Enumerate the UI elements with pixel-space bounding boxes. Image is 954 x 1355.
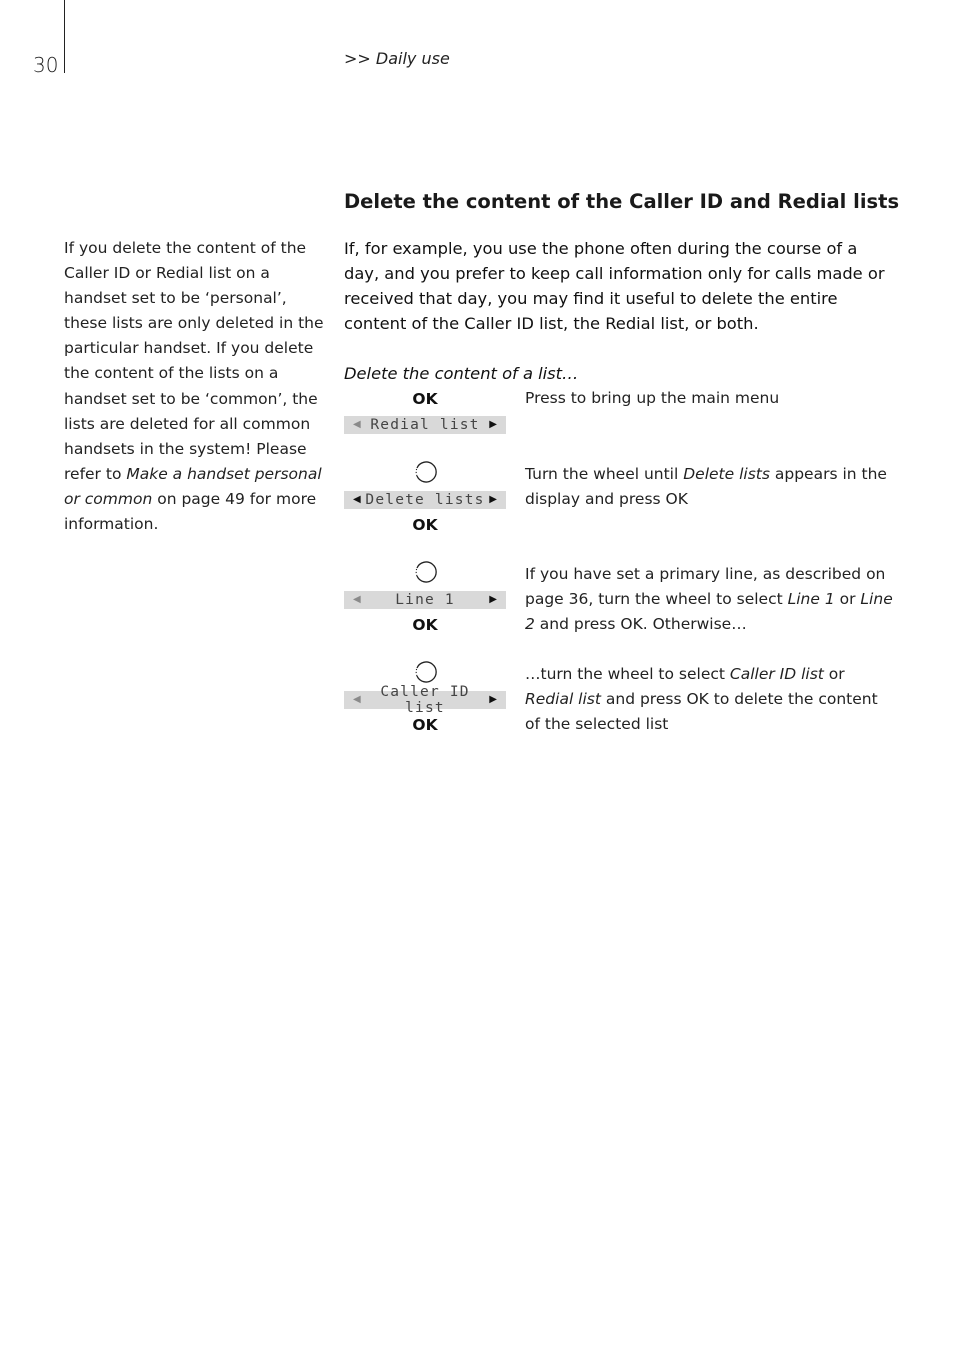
procedure-heading: Delete the content of a list… <box>344 364 579 383</box>
ok-button-label: OK <box>412 390 438 408</box>
right-arrow-icon: ▶ <box>489 594 497 605</box>
page-number: 30 <box>33 53 59 77</box>
step-text-part: …turn the wheel to select <box>525 665 730 683</box>
right-arrow-icon: ▶ <box>489 419 497 430</box>
ok-button-label: OK <box>412 616 438 634</box>
section-name: Daily use <box>375 49 450 68</box>
step-2-text <box>525 462 895 512</box>
left-arrow-icon: ◀ <box>353 494 361 505</box>
step-text-part: and press OK. Otherwise… <box>534 615 747 634</box>
display-text: Redial list <box>370 417 480 433</box>
page-title: Delete the content of the Caller ID and Redial lists <box>344 190 900 213</box>
step-term: Line 2 <box>525 590 893 634</box>
left-arrow-icon: ◀ <box>353 694 361 705</box>
margin-rule <box>64 0 65 73</box>
step-3-text <box>525 562 895 637</box>
right-arrow-icon: ▶ <box>489 694 497 705</box>
step-term: Delete lists <box>683 465 770 483</box>
side-note-text-end: on page 49 for more information. <box>64 489 317 534</box>
display-text: Caller ID list <box>380 684 470 716</box>
display-line-1 <box>344 591 506 609</box>
step-text-part: Turn the wheel until <box>525 465 684 483</box>
display-redial-list <box>344 416 506 434</box>
section-prefix: >> <box>344 49 371 68</box>
section-label <box>344 48 450 70</box>
step-1-text: Press to bring up the main menu <box>525 389 780 407</box>
step-4-text <box>525 662 895 737</box>
display-delete-lists <box>344 491 506 509</box>
step-term: Line 1 <box>787 590 835 609</box>
ok-button-label: OK <box>412 716 438 734</box>
step-term: Caller ID list <box>729 665 824 683</box>
display-text: Delete lists <box>365 492 485 508</box>
step-text-part: or <box>834 590 861 609</box>
intro-paragraph: If, for example, you use the phone often during the course of a day, and you prefer to keep call information only for calls made or received that day, you may find it useful to delete the entire content of the Caller ID list, the Redial list, or both. <box>344 239 885 333</box>
wheel-icon <box>413 460 437 484</box>
step-text-part: or <box>823 665 845 683</box>
side-note <box>64 236 326 537</box>
display-text: Line 1 <box>395 592 455 608</box>
display-caller-id-list <box>344 684 506 716</box>
right-arrow-icon: ▶ <box>489 494 497 505</box>
step-text-part: If you have set a primary line, as described on page 36, turn the wheel to select <box>525 565 886 609</box>
left-arrow-icon: ◀ <box>353 594 361 605</box>
side-note-text: If you delete the content of the Caller ID or Redial list on a handset set to be ‘personal’, these lists are only deleted in the particular handset. If you delete the content of the lists on a handset set to be ‘common’, the lists are deleted for all common handsets in the system! Please refer to <box>64 239 324 483</box>
wheel-icon <box>413 660 437 684</box>
side-note-reference: Make a handset personal or common <box>64 464 322 508</box>
step-text-part: and press OK to delete the content of the selected list <box>525 690 878 734</box>
ok-button-label: OK <box>412 516 438 534</box>
step-text-part: appears in the display and press OK <box>525 465 887 509</box>
step-term: Redial list <box>525 690 601 709</box>
wheel-icon <box>413 560 437 584</box>
left-arrow-icon: ◀ <box>353 419 361 430</box>
